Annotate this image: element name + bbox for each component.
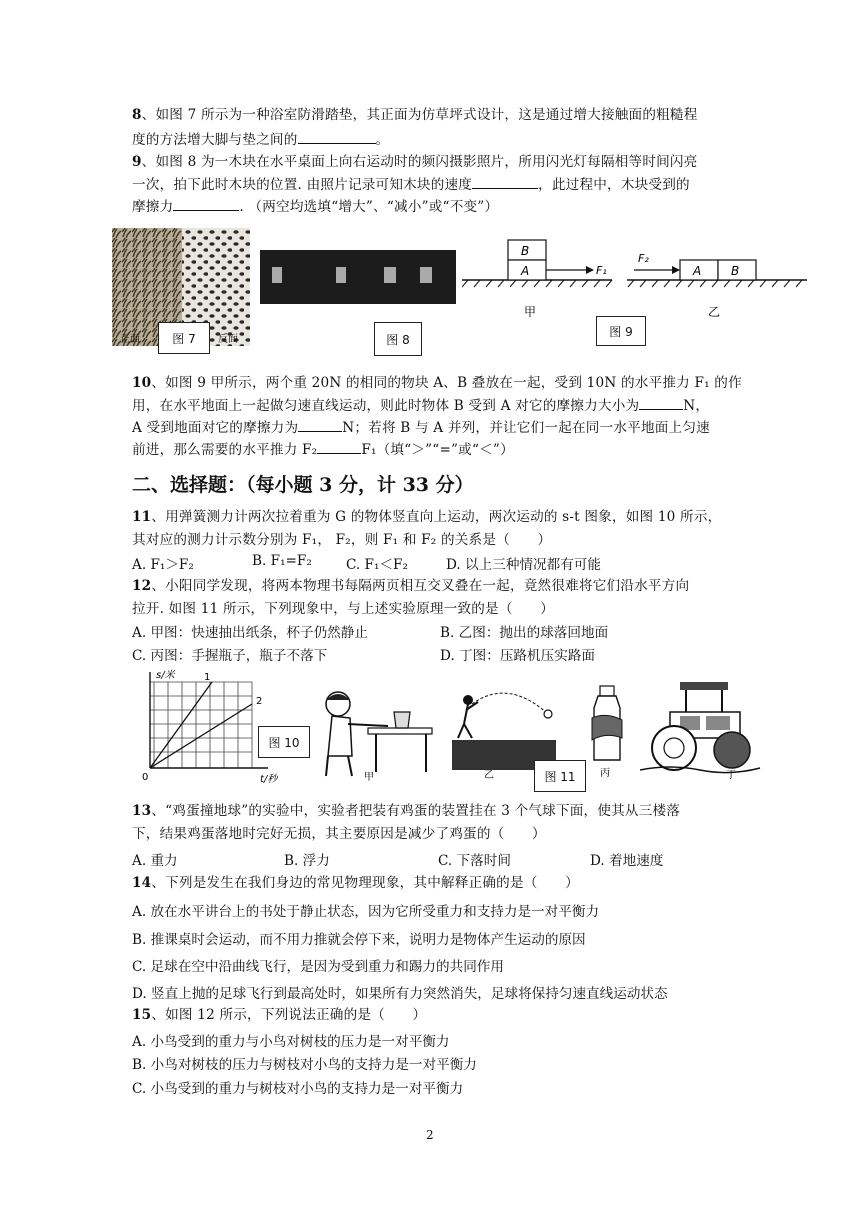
q8-line1: 8、如图 7 所示为一种浴室防滑踏垫，其正面为仿草坪式设计，这是通过增大接触面的粗糙程 bbox=[132, 107, 698, 123]
q11-line1: 11、用弹簧测力计两次拉着重为 G 的物体竖直向上运动，两次运动的 s-t 图象，如图 10 所示， bbox=[132, 509, 722, 525]
q15-line1: 15、如图 12 所示，下列说法正确的是（ ） bbox=[132, 1007, 427, 1023]
q14-option-b[interactable]: B. 推课桌时会运动，而不用力推就会停下来，说明力是物体产生运动的原因 bbox=[132, 932, 586, 948]
figure-9-label: 图 9 bbox=[596, 316, 646, 346]
origin-label: 0 bbox=[142, 772, 149, 783]
q9-blank-1[interactable] bbox=[472, 174, 538, 189]
q14-option-c[interactable]: C. 足球在空中沿曲线飞行，是因为受到重力和踢力的共同作用 bbox=[132, 959, 504, 975]
q13-option-c[interactable]: C. 下落时间 bbox=[438, 853, 511, 869]
line-1-label: 1 bbox=[204, 672, 211, 683]
t-axis-label: t/秒 bbox=[260, 774, 278, 785]
figure-8-strobe-photo bbox=[260, 250, 456, 304]
q14-option-d[interactable]: D. 竖直上抛的足球飞行到最高处时，如果所有力突然消失，足球将保持匀速直线运动状态 bbox=[132, 986, 668, 1002]
q11-option-b[interactable]: B. F₁=F₂ bbox=[252, 553, 312, 569]
fig11-ding-label: 丁 bbox=[726, 770, 736, 780]
graph-line-1 bbox=[150, 682, 212, 768]
section-2-heading: 二、选择题：（每小题 3 分，计 33 分） bbox=[132, 474, 474, 496]
q13-line2: 下，结果鸡蛋落地时完好无损，其主要原因是减少了鸡蛋的（ ） bbox=[132, 826, 546, 842]
q8-blank[interactable] bbox=[298, 129, 376, 144]
line-2-label: 2 bbox=[256, 696, 263, 707]
q13-option-a[interactable]: A. 重力 bbox=[132, 853, 178, 869]
figure-10-label: 图 10 bbox=[258, 726, 310, 758]
q10-line3: A 受到地面对它的摩擦力为 N；若将 B 与 A 并列，并让它们一起在同一水平地面上匀速 bbox=[132, 417, 710, 439]
fig11-yi-label: 乙 bbox=[484, 770, 494, 781]
q12-line2: 拉开. 如图 11 所示，下列现象中，与上述实验原理一致的是（ ） bbox=[132, 601, 555, 617]
q8-number: 8 bbox=[132, 107, 142, 123]
block-position-4 bbox=[420, 267, 432, 283]
q15-number: 15 bbox=[132, 1007, 152, 1023]
q11-number: 11 bbox=[132, 509, 152, 525]
q12-number: 12 bbox=[132, 578, 152, 594]
figure-11-label: 图 11 bbox=[534, 760, 586, 792]
q11-line2: 其对应的测力计示数分别为 F₁， F₂，则 F₁ 和 F₂ 的关系是（ ） bbox=[132, 532, 552, 548]
q12-option-b[interactable]: B. 乙图：抛出的球落回地面 bbox=[440, 625, 609, 641]
q9-number: 9 bbox=[132, 154, 142, 170]
fig7-front-label: 正面 bbox=[120, 334, 140, 345]
figure-8-label: 图 8 bbox=[374, 322, 422, 356]
q9-line1: 9、如图 8 为一木块在水平桌面上向右运动时的频闪摄影照片，所用闪光灯每隔相等时间闪亮 bbox=[132, 154, 698, 170]
force-f1-label: F₁ bbox=[596, 264, 607, 277]
q14-number: 14 bbox=[132, 875, 152, 891]
q15-option-c[interactable]: C. 小鸟受到的重力与树枝对小鸟的支持力是一对平衡力 bbox=[132, 1081, 464, 1097]
q12-option-a[interactable]: A. 甲图：快速抽出纸条，杯子仍然静止 bbox=[132, 625, 368, 641]
q10-blank-3[interactable] bbox=[317, 439, 361, 454]
svg-text:A: A bbox=[521, 264, 530, 278]
figure-11-jia-image bbox=[318, 686, 436, 782]
q9-blank-2[interactable] bbox=[173, 196, 239, 211]
s-axis-label: s/米 bbox=[156, 670, 175, 681]
graph-line-2 bbox=[150, 704, 252, 768]
force-f2-label: F₂ bbox=[638, 252, 649, 265]
fig11-bing-label: 丙 bbox=[600, 768, 610, 779]
figure-7-label: 图 7 bbox=[158, 322, 210, 354]
q13-option-d[interactable]: D. 着地速度 bbox=[590, 853, 664, 869]
fig9-yi-label: 乙 bbox=[708, 305, 721, 319]
page-number: 2 bbox=[426, 1128, 434, 1142]
q10-line4: 前进，那么需要的水平推力 F₂ F₁（填“＞”“=”或“＜”） bbox=[132, 439, 514, 461]
q13-line1: 13、“鸡蛋撞地球”的实验中，实验者把装有鸡蛋的装置挂在 3 个气球下面，使其从三楼落 bbox=[132, 803, 681, 819]
fig11-jia-label: 甲 bbox=[364, 772, 374, 782]
svg-text:B: B bbox=[731, 264, 740, 278]
q8-line2: 度的方法增大脚与垫之间的 。 bbox=[132, 129, 389, 151]
q11-option-a[interactable]: A. F₁＞F₂ bbox=[132, 557, 194, 573]
block-position-3 bbox=[384, 267, 396, 283]
fig9-jia-label: 甲 bbox=[524, 305, 537, 319]
q12-option-c[interactable]: C. 丙图：手握瓶子，瓶子不落下 bbox=[132, 648, 328, 664]
q15-option-b[interactable]: B. 小鸟对树枝的压力与树枝对小鸟的支持力是一对平衡力 bbox=[132, 1057, 477, 1073]
q10-number: 10 bbox=[132, 375, 152, 391]
q9-line3: 摩擦力 . （两空均选填“增大”、“减小”或“不变”） bbox=[132, 196, 498, 218]
figure-11-bing-image bbox=[588, 684, 628, 780]
block-position-2 bbox=[336, 267, 346, 283]
q12-option-d[interactable]: D. 丁图：压路机压实路面 bbox=[440, 648, 595, 664]
q14-option-a[interactable]: A. 放在水平讲台上的书处于静止状态，因为它所受重力和支持力是一对平衡力 bbox=[132, 904, 600, 920]
q11-option-c[interactable]: C. F₁＜F₂ bbox=[346, 557, 408, 573]
fig7-back-label: 反面 bbox=[218, 334, 238, 345]
figure-11-ding-image bbox=[640, 678, 762, 780]
q11-option-d[interactable]: D. 以上三种情况都有可能 bbox=[446, 557, 601, 573]
q10-line2: 用，在水平地面上一起做匀速直线运动，则此时物体 B 受到 A 对它的摩擦力大小为 N， bbox=[132, 395, 709, 417]
q10-blank-2[interactable] bbox=[298, 417, 342, 432]
q15-option-a[interactable]: A. 小鸟受到的重力与小鸟对树枝的压力是一对平衡力 bbox=[132, 1034, 450, 1050]
svg-text:A: A bbox=[693, 264, 702, 278]
q13-number: 13 bbox=[132, 803, 152, 819]
block-position-1 bbox=[272, 267, 282, 283]
q13-option-b[interactable]: B. 浮力 bbox=[284, 853, 330, 869]
svg-text:B: B bbox=[521, 244, 530, 258]
q14-line1: 14、下列是发生在我们身边的常见物理现象，其中解释正确的是（ ） bbox=[132, 875, 579, 891]
q12-line1: 12、小阳同学发现，将两本物理书每隔两页相互交叉叠在一起，竟然很难将它们沿水平方向 bbox=[132, 578, 690, 594]
q9-line2: 一次，拍下此时木块的位置. 由照片记录可知木块的速度 ，此过程中，木块受到的 bbox=[132, 174, 690, 196]
q10-blank-1[interactable] bbox=[639, 395, 683, 410]
q10-line1: 10、如图 9 甲所示，两个重 20N 的相同的物块 A、B 叠放在一起，受到 10N 的水平推力 F₁ 的作 bbox=[132, 375, 742, 391]
